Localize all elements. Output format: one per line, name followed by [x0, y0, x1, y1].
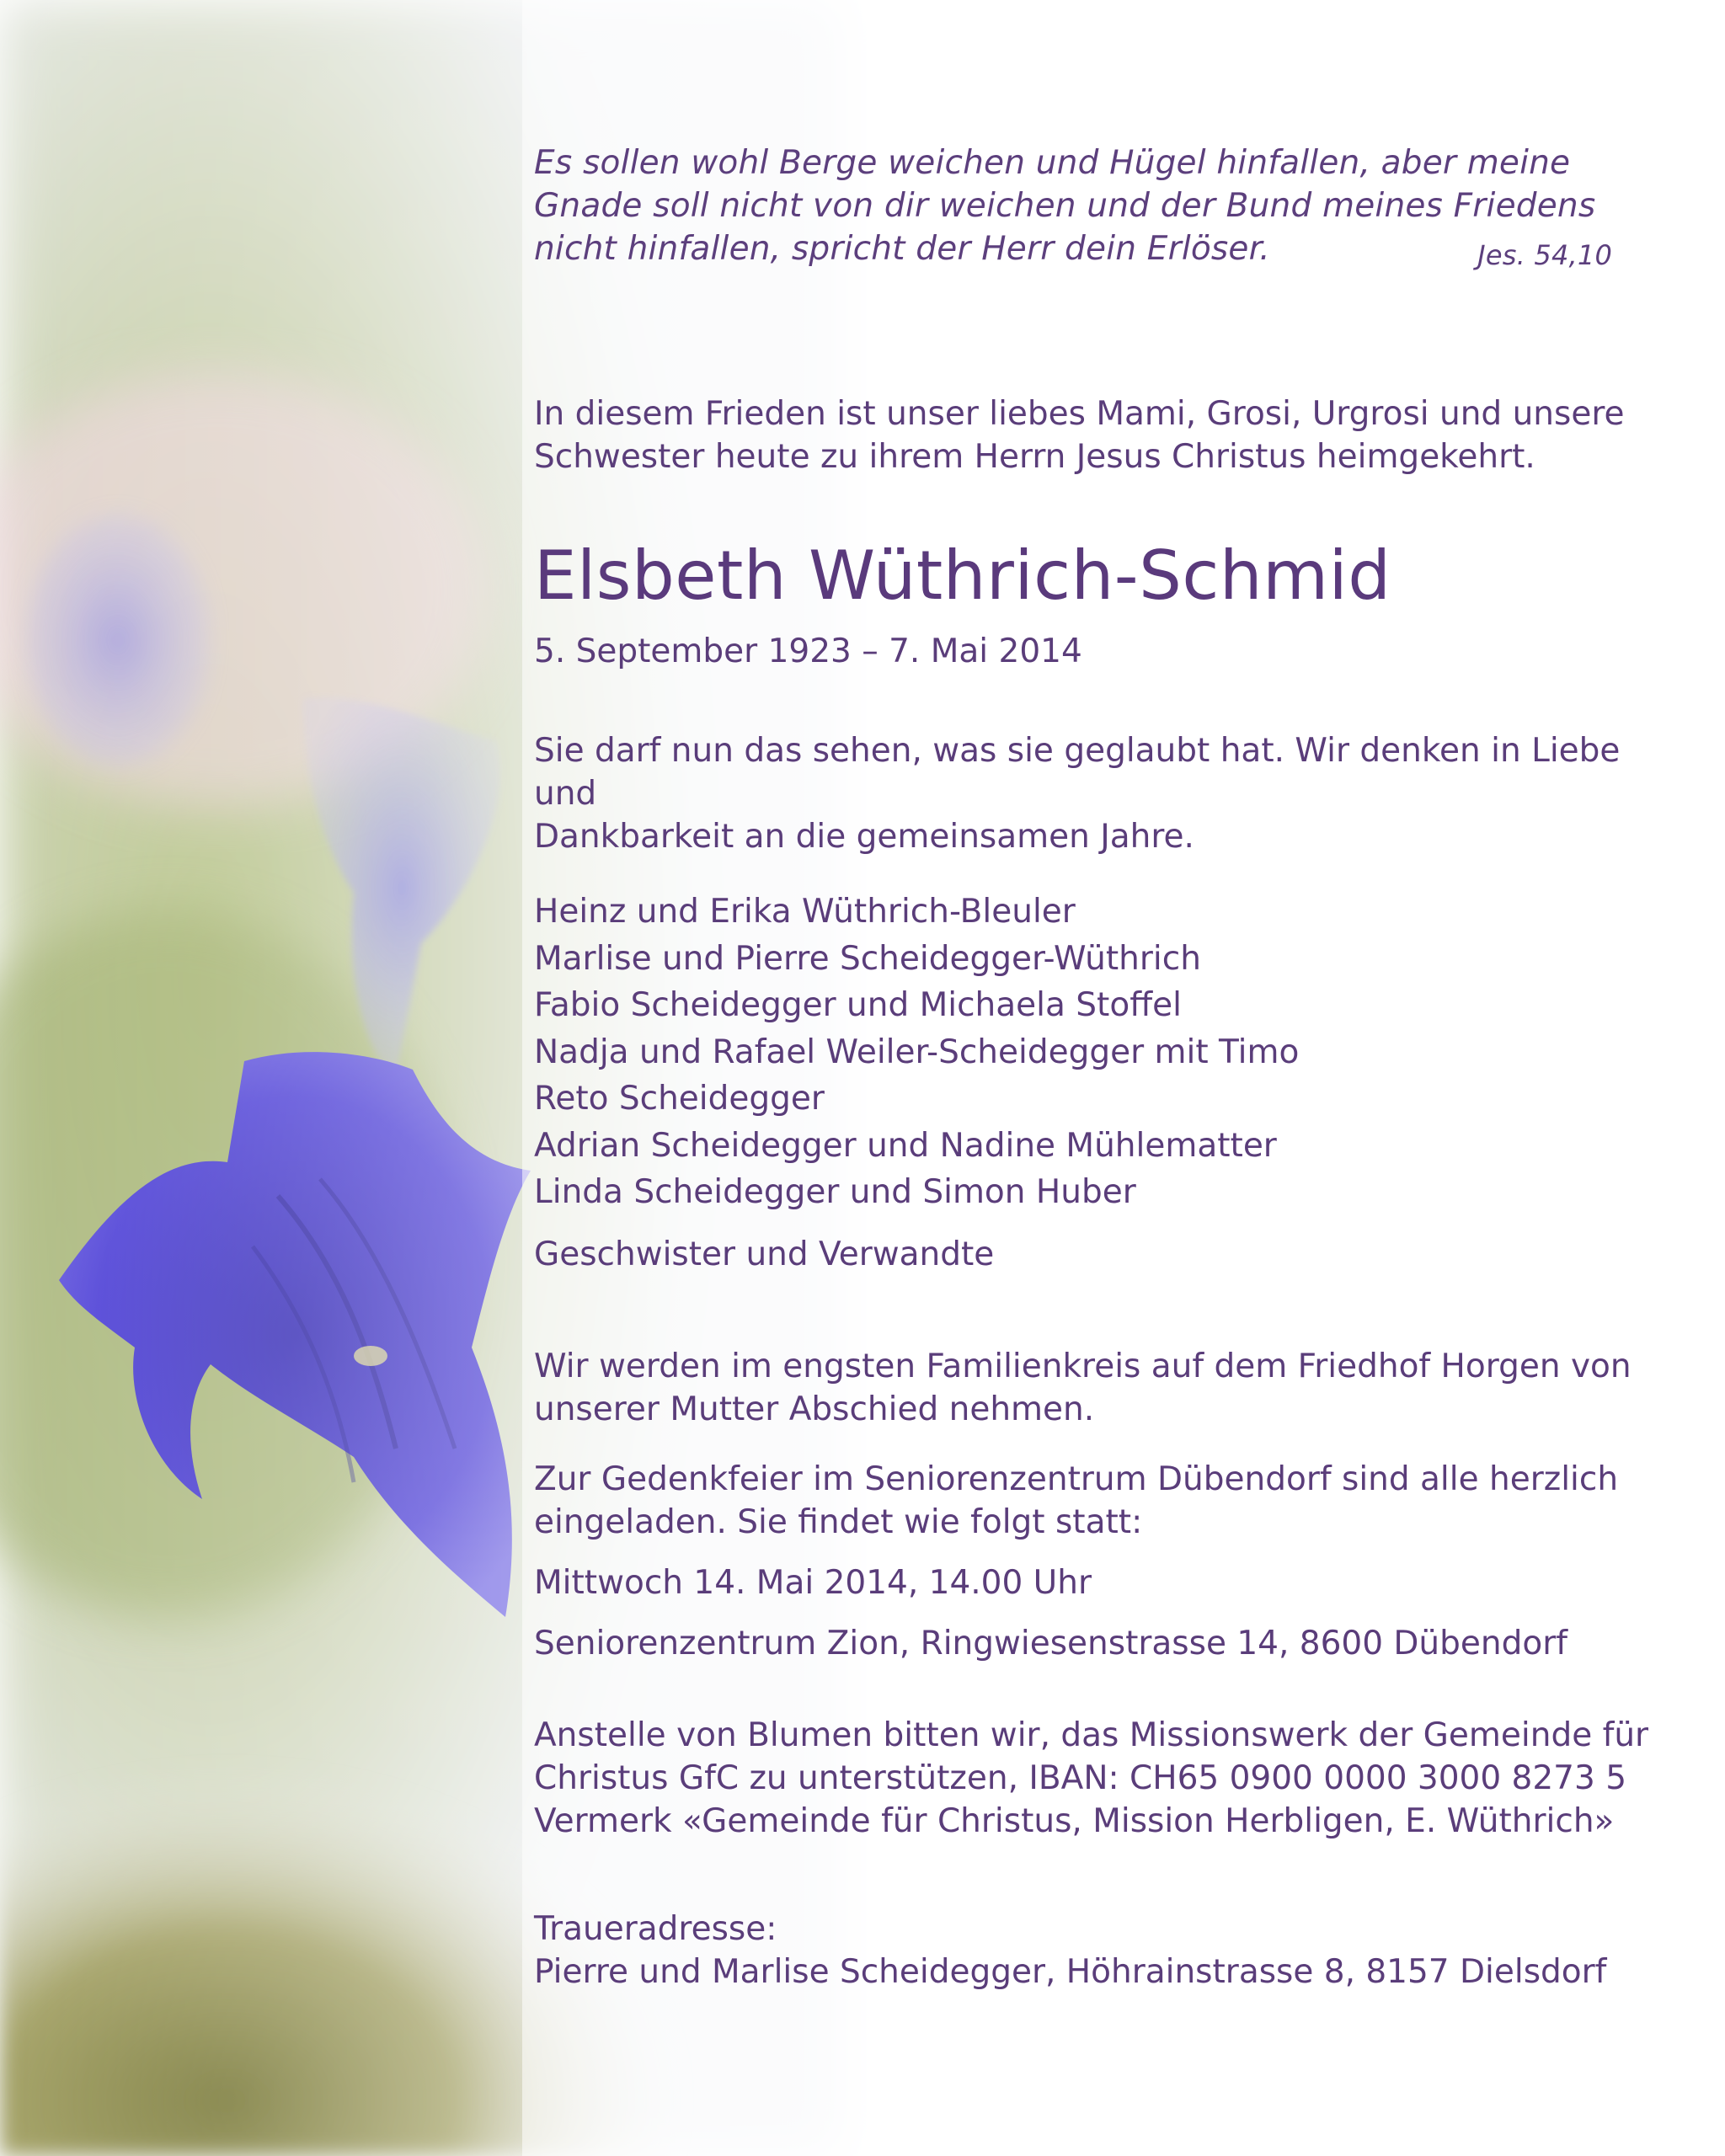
quote-line: Es sollen wohl Berge weichen und Hügel hinfallen, aber meine — [534, 144, 1571, 182]
mourner-item: Fabio Scheidegger und Michaela Stoffel — [534, 986, 1182, 1024]
quote-reference: Jes. 54,10 — [1477, 239, 1612, 271]
siblings-line: Geschwister und Verwandte — [534, 1235, 995, 1273]
quote-line: Gnade soll nicht von dir weichen und der Bund meines Friedens — [534, 187, 1596, 225]
service-datetime: Mittwoch 14. Mai 2014, 14.00 Uhr — [534, 1564, 1092, 1602]
farewell-line: Wir werden im engsten Familienkreis auf dem Friedhof Horgen von — [534, 1348, 1632, 1385]
mourners-list — [534, 889, 1299, 1216]
donation-line: Christus GfC zu unterstützen, IBAN: CH65 0900 0000 3000 8273 5 — [534, 1759, 1627, 1797]
farewell-line: unserer Mutter Abschied nehmen. — [534, 1390, 1095, 1428]
mourner-item: Nadja und Rafael Weiler-Scheidegger mit Timo — [534, 1033, 1300, 1071]
donation-line: Vermerk «Gemeinde für Christus, Mission Herbligen, E. Wüthrich» — [534, 1802, 1615, 1840]
quote-line: nicht hinfallen, spricht der Herr dein Erlöser. — [534, 230, 1270, 268]
donation-paragraph — [534, 1714, 1654, 1843]
bible-quote — [534, 141, 1612, 270]
memorial-invitation — [534, 1458, 1654, 1544]
deceased-name: Elsbeth Wüthrich-Schmid — [534, 536, 1391, 615]
mourning-address-label: Traueradresse: — [534, 1910, 777, 1948]
intro-line: Schwester heute zu ihrem Herrn Jesus Christus heimgekehrt. — [534, 438, 1535, 476]
farewell-paragraph — [534, 1345, 1654, 1431]
life-dates: 5. September 1923 – 7. Mai 2014 — [534, 632, 1082, 670]
mourner-item: Heinz und Erika Wüthrich-Bleuler — [534, 893, 1076, 931]
intro-paragraph — [534, 392, 1629, 478]
faith-line: Dankbarkeit an die gemeinsamen Jahre. — [534, 818, 1194, 856]
invite-line: eingeladen. Sie findet wie folgt statt: — [534, 1503, 1143, 1541]
mourning-address: Pierre und Marlise Scheidegger, Höhrainstrasse 8, 8157 Dielsdorf — [534, 1953, 1607, 1991]
service-venue: Seniorenzentrum Zion, Ringwiesenstrasse 14, 8600 Dübendorf — [534, 1625, 1567, 1662]
mourner-item: Reto Scheidegger — [534, 1080, 825, 1118]
intro-line: In diesem Frieden ist unser liebes Mami, Grosi, Urgrosi und unsere — [534, 395, 1625, 433]
mourner-item: Marlise und Pierre Scheidegger-Wüthrich — [534, 939, 1201, 978]
mourner-item: Adrian Scheidegger und Nadine Mühlematter — [534, 1126, 1277, 1165]
faith-line: Sie darf nun das sehen, was sie geglaubt hat. Wir denken in Liebe und — [534, 732, 1621, 813]
mourner-item: Linda Scheidegger und Simon Huber — [534, 1173, 1136, 1211]
faith-paragraph — [534, 729, 1654, 858]
invite-line: Zur Gedenkfeier im Seniorenzentrum Dübendorf sind alle herzlich — [534, 1460, 1619, 1498]
donation-line: Anstelle von Blumen bitten wir, das Missionswerk der Gemeinde für — [534, 1716, 1649, 1754]
